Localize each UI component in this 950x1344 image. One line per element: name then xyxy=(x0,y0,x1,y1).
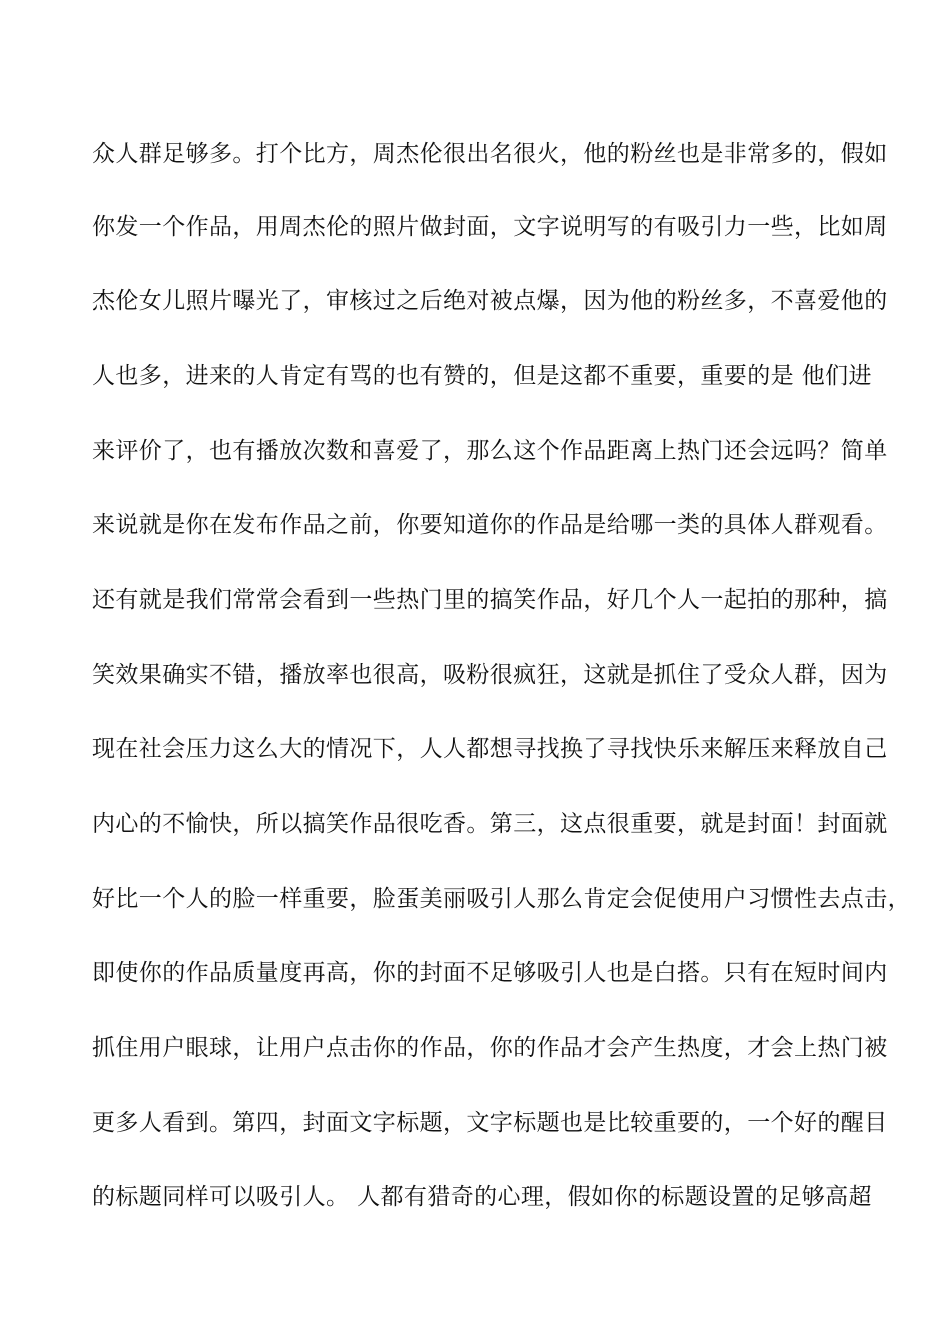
text-line: 现在社会压力这么大的情况下，人人都想寻找换了寻找快乐来解压来释放自己 xyxy=(92,736,888,762)
text-line: 更多人看到。第四，封面文字标题，文字标题也是比较重要的，一个好的醒目 xyxy=(92,1110,888,1136)
text-line: 好比一个人的脸一样重要，脸蛋美丽吸引人那么肯定会促使用户习惯性去点击， xyxy=(92,886,911,912)
text-line: 还有就是我们常常会看到一些热门里的搞笑作品，好几个人一起拍的那种，搞 xyxy=(92,587,888,613)
text-line: 杰伦女儿照片曝光了，审核过之后绝对被点爆，因为他的粉丝多，不喜爱他的 xyxy=(92,288,888,314)
text-line: 众人群足够多。打个比方，周杰伦很出名很火，他的粉丝也是非常多的，假如 xyxy=(92,141,888,167)
text-line: 人也多，进来的人肯定有骂的也有赞的，但是这都不重要，重要的是 他们进 xyxy=(92,363,872,389)
text-line: 来说就是你在发布作品之前，你要知道你的作品是给哪一类的具体人群观看。 xyxy=(92,512,888,538)
text-line: 即使你的作品质量度再高，你的封面不足够吸引人也是白搭。只有在短时间内 xyxy=(92,960,888,986)
text-line: 内心的不愉快，所以搞笑作品很吃香。第三，这点很重要，就是封面！封面就 xyxy=(92,811,888,837)
text-line: 笑效果确实不错，播放率也很高，吸粉很疯狂，这就是抓住了受众人群，因为 xyxy=(92,662,888,688)
text-line: 你发一个作品，用周杰伦的照片做封面，文字说明写的有吸引力一些，比如周 xyxy=(92,214,888,240)
text-line: 抓住用户眼球，让用户点击你的作品，你的作品才会产生热度，才会上热门被 xyxy=(92,1035,888,1061)
text-line: 来评价了，也有播放次数和喜爱了，那么这个作品距离上热门还会远吗？简单 xyxy=(92,438,888,464)
text-line: 的标题同样可以吸引人。 人都有猎奇的心理，假如你的标题设置的足够高超 xyxy=(92,1184,872,1210)
